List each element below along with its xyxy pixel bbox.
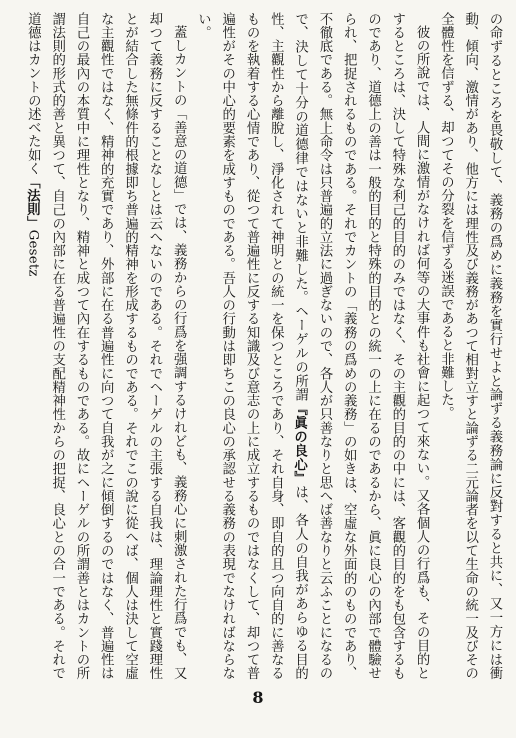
paragraph-2-text-b: は、各人の自我があらゆる目的性、主觀性から離脫し、淨化されて神明との統一を保つところであり、それ自身、即自的且つ向自的に善なるものを執着する心情であり、從つて普遍性に反する知識及び意志の上に成立するものではなくして、却つて普遍性がその中心的要素を成すものである。吾人の行動は即ちこの良心の承認せる義務の表現でなければならない。: [195, 12, 308, 680]
vertical-text-block: [10, 12, 506, 680]
paragraph-2-text-a: 彼の所說では、人間に激情がなければ何等の大事件も社會に起つて來ない。又各個人の行爲も、その目的とするところは、決して特殊な利己的目的のみではなく、その主觀的目的の中には、客觀的目的をも包含するものであり、道德上の善は一般的目的と特殊的目的との統一の上に在るのであるから、眞に良心の內部で體驗せられ、把捉されるものである。それでカントの「義務の爲めの義務」の如きは、空虛な外面的のものであり、不徹底である。無上命令は只普遍的立法に過ぎないので、各人が只善なりと思へば善なりと云ふことになるので、決して十分の道德律ではないと非難した。ヘーゲルの所謂: [292, 12, 430, 680]
paragraph-1: [433, 12, 506, 680]
law-term: 「法則」: [24, 175, 41, 230]
gesetz-term: Gesetz: [25, 229, 41, 277]
page-number: 8: [252, 688, 264, 707]
paragraph-2: [190, 12, 433, 680]
paragraph-1-text: の命ずるところを畏敬して、義務の爲めに義務を實行せよと論ずる義務論に反對すると共に、又一方には衝動、傾向、激情があり、他方には理性及び義務があつて相對立すと論ずる二元論者を以て生命の統一及びその全體性を信ずる、却つてその分裂を信ずる迷誤であると非難した。: [438, 12, 502, 680]
paragraph-3-text-a: 蓋しカントの「善意の道德」では、義務からの行爲を强調するけれども、義務心に刺激された行爲でも、又却つて義務に反することなしとは云へないのである。それでヘーゲルの主張する自我は、理論理性と實踐理性とが結合した無條件的根據即ち普遍的精神を形成するものである。それでこの說に從へば、個人は決して空虛な主觀性ではなく、精神的充實であり、外部に在る普遍性に向つて自我が之に傾倒するのではなく、普遍性は自己の最內の本質中に理性となり、精神と成つて內在するものである。故にヘーゲルの所謂善とはカントの所謂法則的形式的善と異つて、自己の內部に在る普遍性の支配精神性からの把捉、良心との合一である。それで道德はカントの述べた如く: [25, 12, 187, 680]
true-conscience-term: 『眞の良心』: [291, 401, 308, 486]
paragraph-3: [20, 12, 190, 680]
